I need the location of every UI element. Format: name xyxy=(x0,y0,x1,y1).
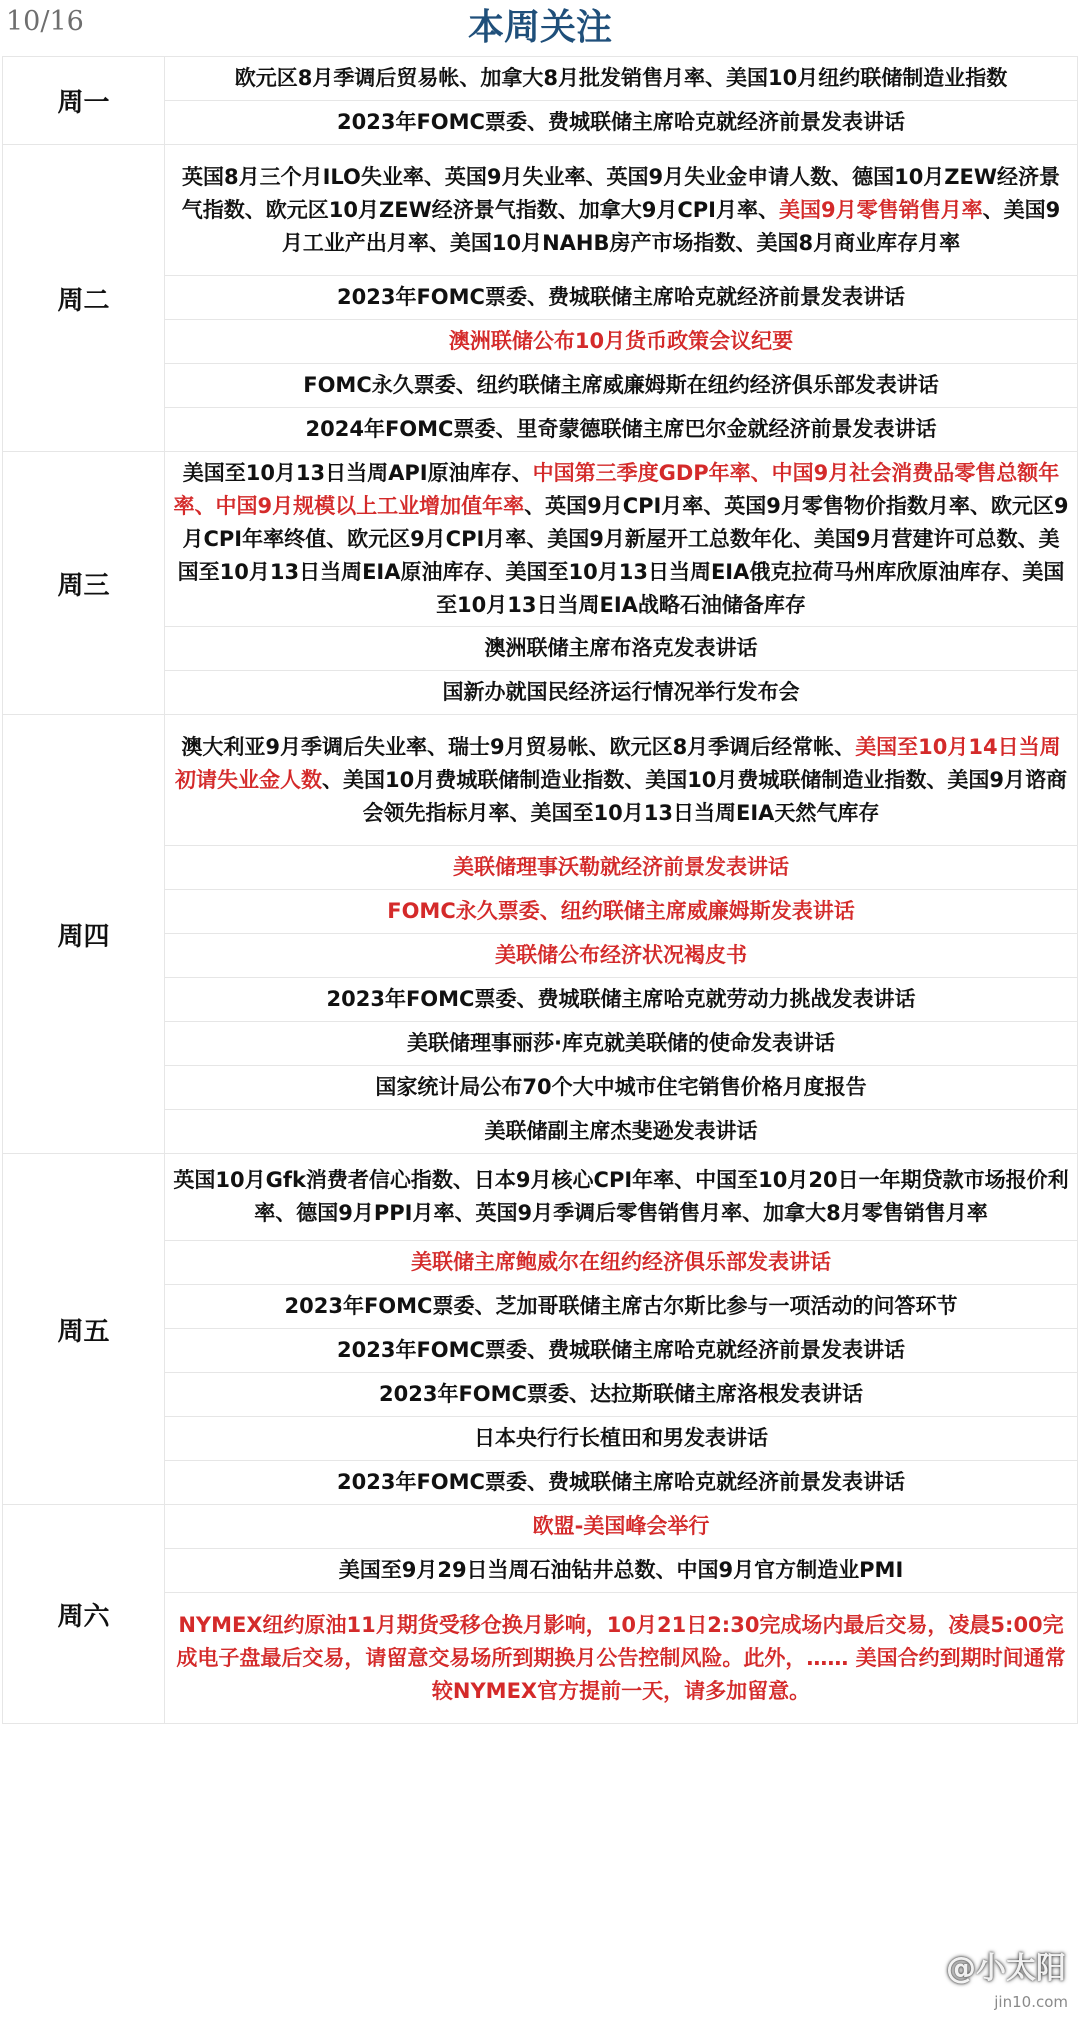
event-text: 美国至9月29日当周石油钻井总数、中国9月官方制造业PMI xyxy=(338,1558,904,1582)
event-cell xyxy=(165,101,1078,145)
event-text: 2024年FOMC票委、里奇蒙德联储主席巴尔金就经济前景发表讲话 xyxy=(305,417,937,441)
watermark: @小太阳 xyxy=(946,1951,1066,1986)
event-row xyxy=(3,1154,1078,1241)
event-cell xyxy=(165,57,1078,101)
event-cell xyxy=(165,1329,1078,1373)
event-row xyxy=(3,1329,1078,1373)
event-text: 2023年FOMC票委、费城联储主席哈克就劳动力挑战发表讲话 xyxy=(326,987,916,1011)
event-text: 2023年FOMC票委、费城联储主席哈克就经济前景发表讲话 xyxy=(337,1338,905,1362)
day-label: 周三 xyxy=(3,452,165,715)
event-text: 英国8月三个月ILO失业率、英国9月失业率、英国9月失业金申请人数、德国10月ZEW经济景气指数、欧元区10月ZEW经济景气指数、加拿大9月CPI月率、 xyxy=(181,164,1061,222)
event-cell xyxy=(165,890,1078,934)
event-text: 日本央行行长植田和男发表讲话 xyxy=(474,1426,768,1450)
event-row xyxy=(3,1549,1078,1593)
event-text: 美国至10月13日当周API原油库存、 xyxy=(182,460,533,485)
event-text: FOMC永久票委、纽约联储主席威廉姆斯在纽约经济俱乐部发表讲话 xyxy=(303,373,939,397)
event-text: 国家统计局公布70个大中城市住宅销售价格月度报告 xyxy=(375,1075,867,1099)
highlighted-event-text: 澳洲联储公布10月货币政策会议纪要 xyxy=(448,329,794,353)
highlighted-event-text: 美国9月零售销售月率 xyxy=(778,197,983,222)
event-cell xyxy=(165,1373,1078,1417)
event-row xyxy=(3,1373,1078,1417)
event-row xyxy=(3,671,1078,715)
event-row xyxy=(3,1593,1078,1724)
event-row xyxy=(3,408,1078,452)
event-row xyxy=(3,364,1078,408)
event-text: 美联储副主席杰斐逊发表讲话 xyxy=(484,1119,758,1143)
day-label: 周四 xyxy=(3,715,165,1154)
event-text: 欧元区8月季调后贸易帐、加拿大8月批发销售月率、美国10月纽约联储制造业指数 xyxy=(234,66,1008,90)
event-cell xyxy=(165,1154,1078,1241)
event-row xyxy=(3,627,1078,671)
date-label: 10/16 xyxy=(6,6,84,37)
day-label: 周二 xyxy=(3,145,165,452)
day-label: 周六 xyxy=(3,1505,165,1724)
event-cell xyxy=(165,1505,1078,1549)
weekly-schedule-table xyxy=(2,56,1078,1724)
event-row xyxy=(3,1285,1078,1329)
highlighted-event-text: 美国至10月14日当周初请失业金人数 xyxy=(174,734,1061,792)
event-row xyxy=(3,1461,1078,1505)
event-text: 、英国9月CPI月率、英国9月零售物价指数月率、欧元区9月CPI年率终值、欧元区9月CPI月率、美国9月新屋开工总数年化、美国9月营建许可总数、美国至10月13日当周EIA原油库存、美国至10月13日当周EIA俄克拉荷马州库欣原油库存、美国至10月13日当周EIA战略石油储备库存 xyxy=(177,493,1069,617)
event-cell xyxy=(165,1066,1078,1110)
event-cell xyxy=(165,627,1078,671)
event-row xyxy=(3,145,1078,276)
event-cell xyxy=(165,1549,1078,1593)
event-row xyxy=(3,890,1078,934)
event-row xyxy=(3,276,1078,320)
event-cell xyxy=(165,145,1078,276)
event-row xyxy=(3,934,1078,978)
watermark-site: jin10.com xyxy=(994,1993,1068,2011)
highlighted-event-text: 美联储理事沃勒就经济前景发表讲话 xyxy=(453,855,789,879)
event-text: 国新办就国民经济运行情况举行发布会 xyxy=(442,680,800,704)
event-row xyxy=(3,1110,1078,1154)
event-cell xyxy=(165,1461,1078,1505)
event-row xyxy=(3,978,1078,1022)
event-text: 、美国10月费城联储制造业指数、美国10月费城联储制造业指数、美国9月谘商会领先指标月率、美国至10月13日当周EIA天然气库存 xyxy=(321,767,1068,825)
event-cell xyxy=(165,364,1078,408)
event-row xyxy=(3,1417,1078,1461)
event-text: NYMEX纽约原油11月期货受移仓换月影响，10月21日2:30完成场内最后交易，凌晨5:00完成电子盘最后交易，请留意交易场所到期换月公告控制风险。此外， xyxy=(176,1612,1064,1670)
highlighted-event-text: 欧盟-美国峰会举行 xyxy=(532,1514,710,1538)
event-text: 2023年FOMC票委、芝加哥联储主席古尔斯比参与一项活动的问答环节 xyxy=(284,1294,958,1318)
event-text: 澳大利亚9月季调后失业率、瑞士9月贸易帐、欧元区8月季调后经常帐、 xyxy=(181,734,856,759)
event-text: 2023年FOMC票委、费城联储主席哈克就经济前景发表讲话 xyxy=(337,1470,905,1494)
highlighted-event-text: FOMC永久票委、纽约联储主席威廉姆斯发表讲话 xyxy=(387,899,855,923)
event-row xyxy=(3,1505,1078,1549)
schedule-body xyxy=(3,57,1078,1724)
event-cell xyxy=(165,1022,1078,1066)
event-cell xyxy=(165,1241,1078,1285)
event-cell xyxy=(165,1417,1078,1461)
event-text: 2023年FOMC票委、费城联储主席哈克就经济前景发表讲话 xyxy=(337,285,905,309)
event-cell xyxy=(165,276,1078,320)
event-row xyxy=(3,101,1078,145)
event-cell xyxy=(165,715,1078,846)
event-text: …… 美国合约到期时间通常较NYMEX官方提前一天，请多加留意。 xyxy=(431,1645,1066,1703)
highlighted-event-text: 中国第三季度GDP年率、中国9月社会消费品零售总额年率、中国9月规模以上工业增加值年率 xyxy=(173,460,1060,518)
event-cell xyxy=(165,1593,1078,1724)
event-row xyxy=(3,1022,1078,1066)
event-row xyxy=(3,452,1078,627)
day-label: 周一 xyxy=(3,57,165,145)
event-text: 英国10月Gfk消费者信心指数、日本9月核心CPI年率、中国至10月20日一年期贷款市场报价利率、德国9月PPI月率、英国9月季调后零售销售月率、加拿大8月零售销售月率 xyxy=(173,1168,1069,1225)
event-cell xyxy=(165,408,1078,452)
highlighted-event-text: 美联储主席鲍威尔在纽约经济俱乐部发表讲话 xyxy=(411,1250,831,1274)
event-text: 美联储理事丽莎·库克就美联储的使命发表讲话 xyxy=(407,1031,835,1055)
event-text: 澳洲联储主席布洛克发表讲话 xyxy=(484,636,758,660)
event-row xyxy=(3,320,1078,364)
event-text: 2023年FOMC票委、达拉斯联储主席洛根发表讲话 xyxy=(379,1382,863,1406)
event-cell xyxy=(165,671,1078,715)
page-title: 本周关注 xyxy=(467,7,612,48)
highlighted-event-text: 美联储公布经济状况褐皮书 xyxy=(495,943,747,967)
event-cell xyxy=(165,934,1078,978)
event-row xyxy=(3,846,1078,890)
event-row xyxy=(3,1066,1078,1110)
event-text: 、美国9月工业产出月率、美国10月NAHB房产市场指数、美国8月商业库存月率 xyxy=(281,197,1061,255)
day-label: 周五 xyxy=(3,1154,165,1505)
event-text: 2023年FOMC票委、费城联储主席哈克就经济前景发表讲话 xyxy=(337,110,905,134)
event-row xyxy=(3,715,1078,846)
event-cell xyxy=(165,1110,1078,1154)
event-row xyxy=(3,1241,1078,1285)
event-cell xyxy=(165,846,1078,890)
event-cell xyxy=(165,978,1078,1022)
event-cell xyxy=(165,320,1078,364)
event-row xyxy=(3,57,1078,101)
event-cell xyxy=(165,1285,1078,1329)
event-cell xyxy=(165,452,1078,627)
